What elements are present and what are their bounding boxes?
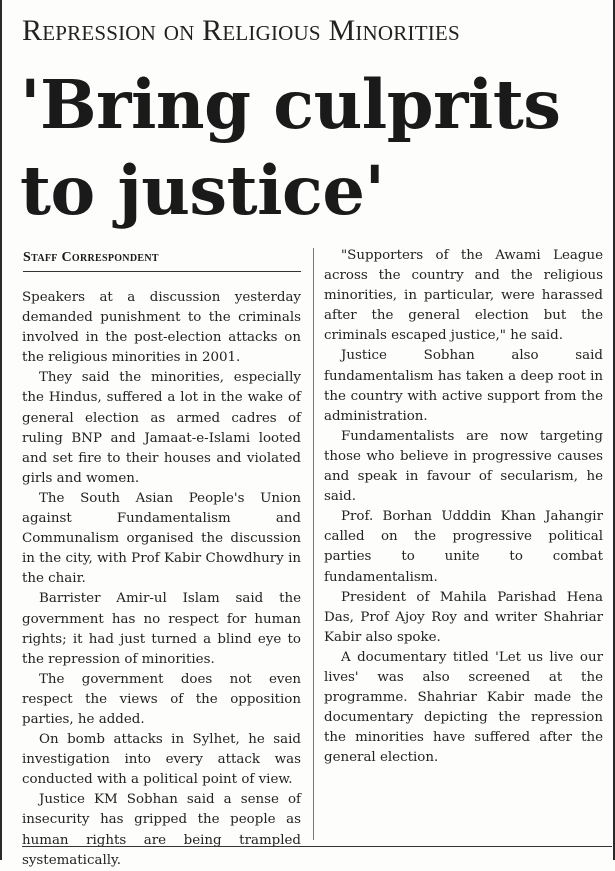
body-paragraph: Speakers at a discussion yesterday demanded punishment to the criminals involved in the post-election attacks on the religious minorities in 2001. (22, 290, 301, 366)
body-paragraph: They said the minorities, especially the Hindus, suffered a lot in the wake of general election as armed cadres of ruling BNP and Jamaat-e-Islami looted and set fire to their houses and violated girls and women. (22, 370, 301, 486)
body-paragraph: Fundamentalists are now targeting those who believe in progressive causes and speak in favour of secularism, he said. (324, 428, 603, 505)
body-paragraph: A documentary titled 'Let us live our lives' was also screened at the programme. Shahriar Kabir made the documentary depicting the repression the minorities have suffered after the general election. (324, 649, 603, 766)
section-kicker: Repression on Religious Minorities (22, 14, 460, 47)
body-paragraph: Justice Sobhan also said fundamentalism has taken a deep root in the country with active support from the administration. (324, 348, 603, 424)
body-paragraph: President of Mahila Parishad Hena Das, Prof Ajoy Roy and writer Shahriar Kabir also spoke. (324, 589, 603, 645)
article-column-left (22, 288, 301, 871)
bottom-divider (22, 846, 612, 847)
column-divider (313, 248, 314, 840)
body-paragraph: The South Asian People's Union against Fundamentalism and Communalism organised the discussion in the city, with Prof Kabir Chowdhury in the chair. (22, 490, 301, 587)
body-paragraph: The government does not even respect the views of the opposition parties, he added. (22, 671, 301, 727)
body-paragraph: Barrister Amir-ul Islam said the government has no respect for human rights; it had just turned a blind eye to the repression of minorities. (22, 591, 301, 667)
byline: Staff Correspondent (23, 250, 159, 265)
byline-divider (23, 271, 301, 272)
body-paragraph: Justice KM Sobhan said a sense of insecurity has gripped the people as human rights are being trampled systematically. (22, 792, 301, 868)
article-column-right (324, 246, 603, 768)
body-paragraph: On bomb attacks in Sylhet, he said investigation into every attack was conducted with a political point of view. (22, 732, 301, 788)
body-paragraph: Prof. Borhan Udddin Khan Jahangir called on the progressive political parties to unite to combat fundamentalism. (324, 509, 603, 585)
headline: 'Bring culprits to justice' (20, 65, 561, 230)
body-paragraph: "Supporters of the Awami League across the country and the religious minorities, in particular, were harassed after the general election but the criminals escaped justice," he said. (324, 248, 603, 344)
